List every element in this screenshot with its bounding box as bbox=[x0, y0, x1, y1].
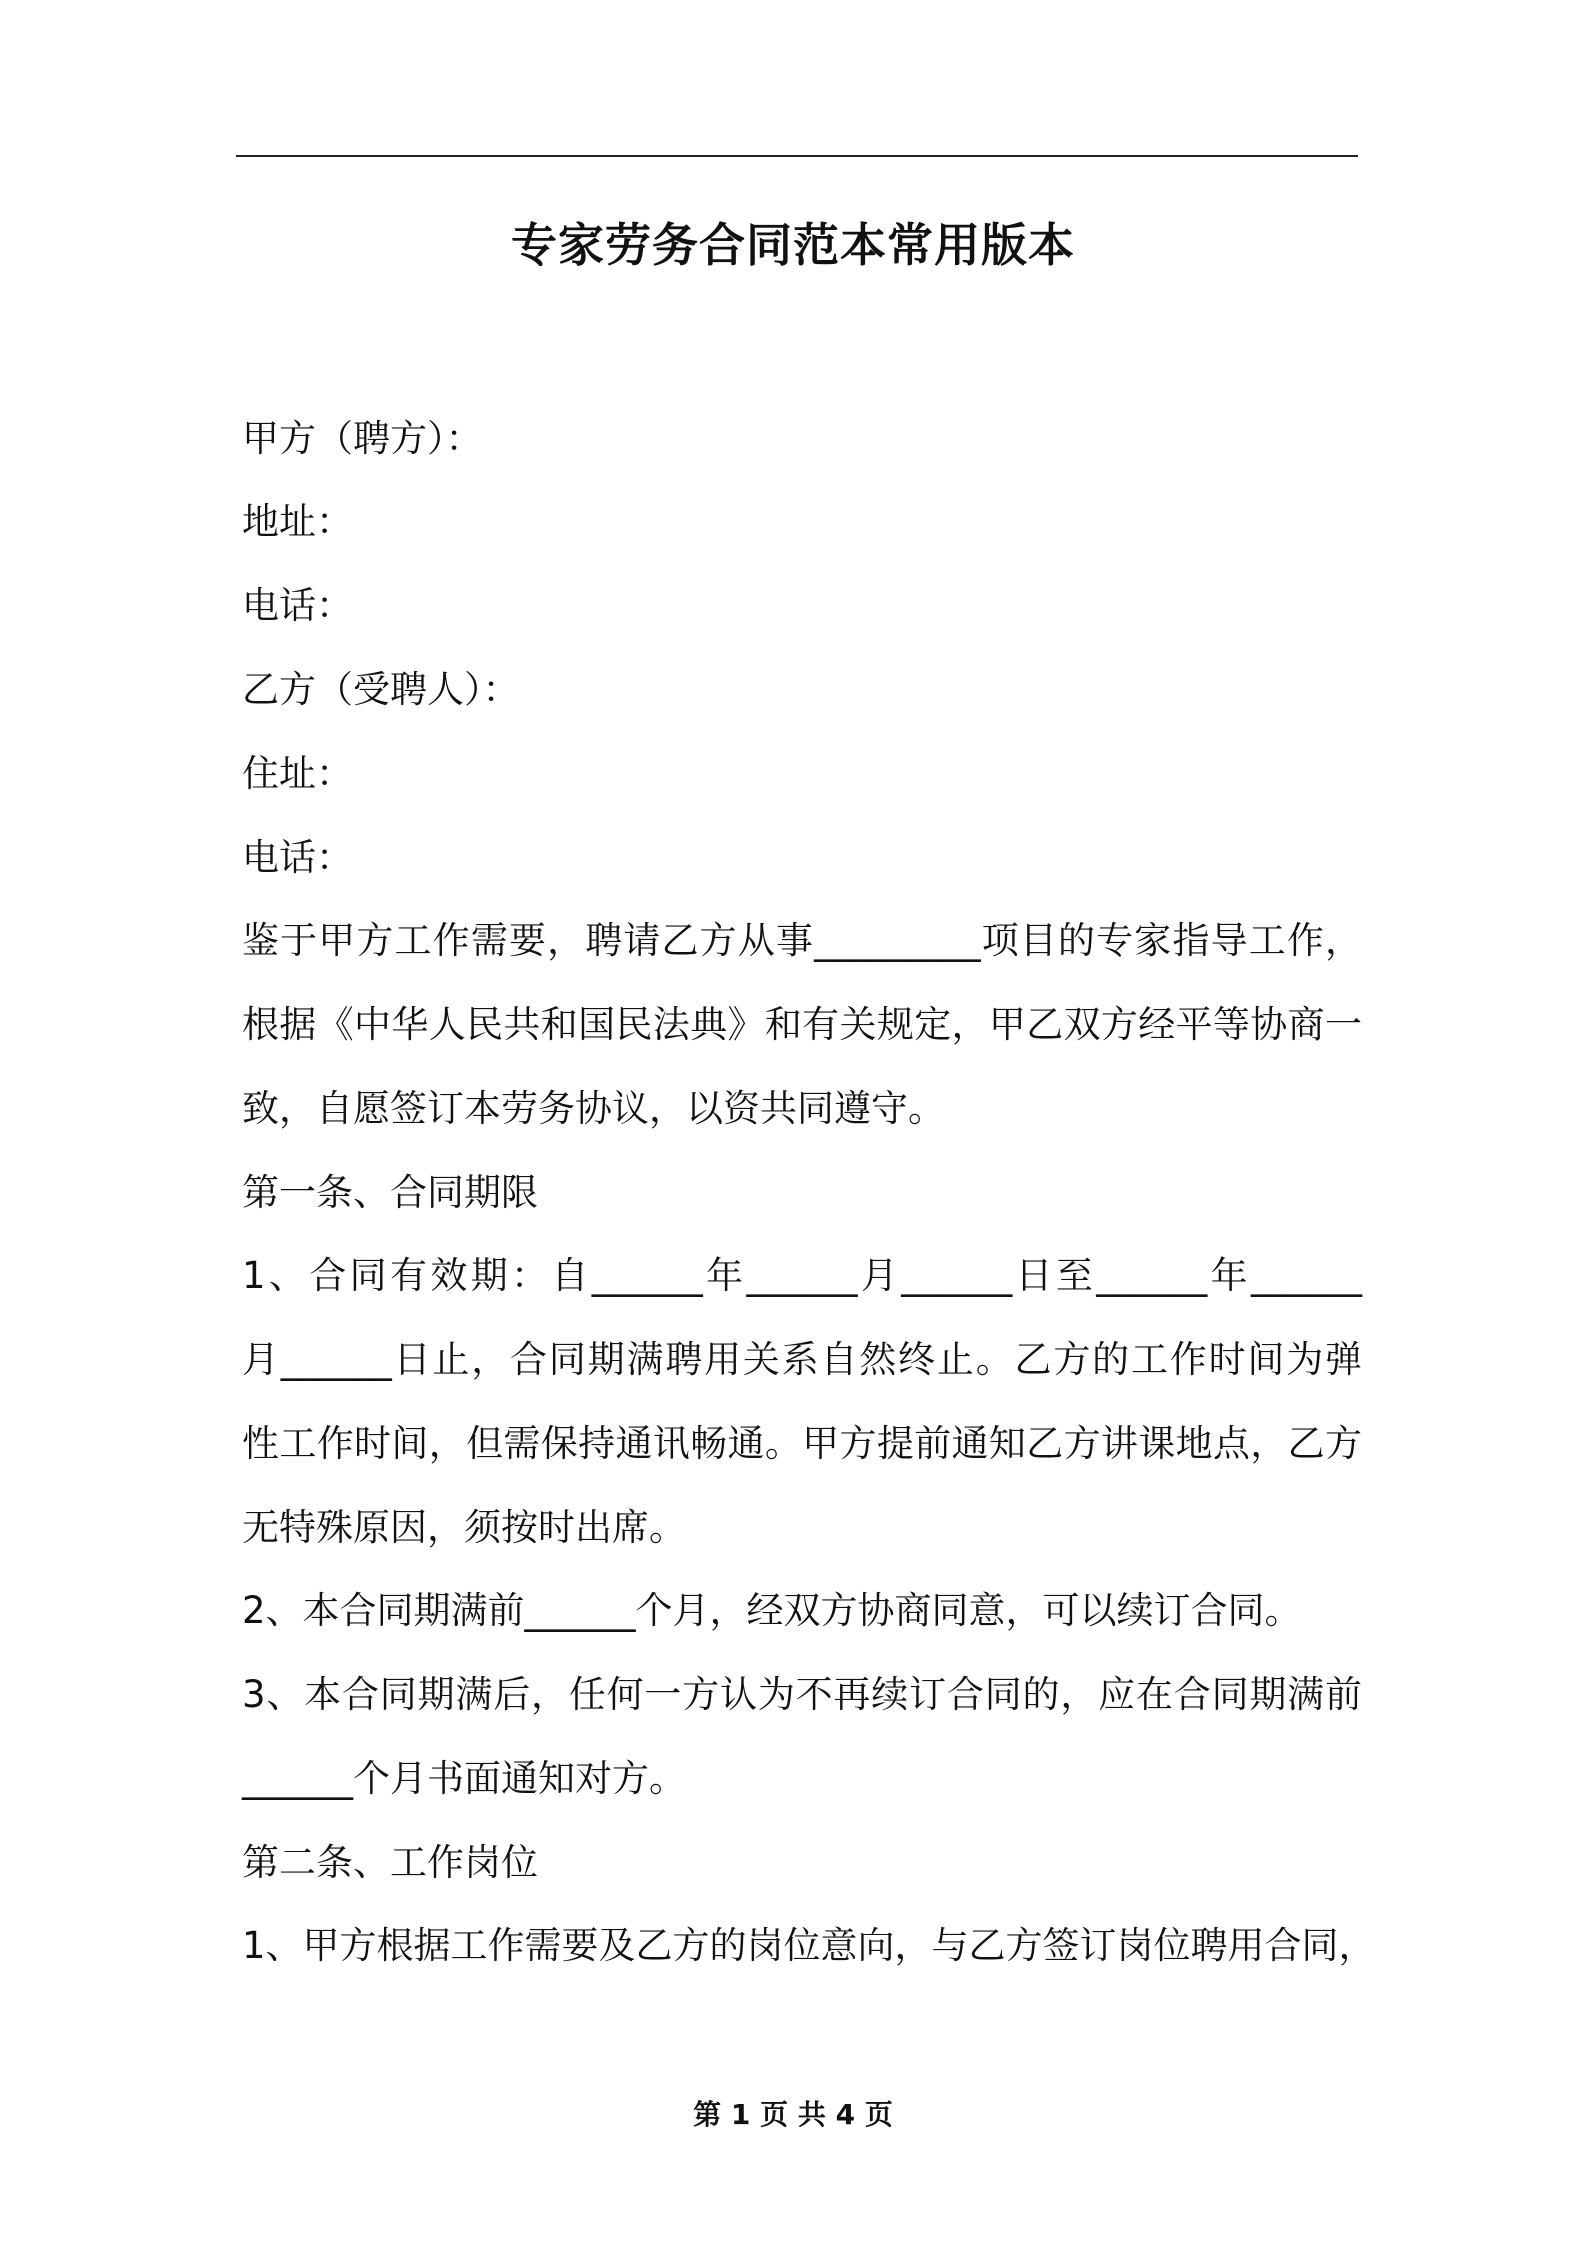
party-a-phone-label: 电话： bbox=[242, 584, 353, 627]
clause-line: 性工作时间，但需保持通讯畅通。甲方提前通知乙方讲课地点，乙方 bbox=[242, 1422, 1362, 1465]
document-title: 专家劳务合同范本常用版本 bbox=[511, 218, 1075, 272]
article-heading: 第一条、合同期限 bbox=[242, 1171, 538, 1214]
clause-line: 无特殊原因，须按时出席。 bbox=[242, 1506, 686, 1549]
party-b-label: 乙方（受聘人）： bbox=[242, 668, 520, 711]
clause-line: 3、本合同期满后，任何一方认为不再续订合同的，应在合同期满前 bbox=[242, 1673, 1362, 1716]
clause-line: ______个月书面通知对方。 bbox=[242, 1757, 686, 1800]
party-a-address-label: 地址： bbox=[242, 500, 353, 543]
preamble-line: 致，自愿签订本劳务协议，以资共同遵守。 bbox=[242, 1087, 945, 1130]
clause-line: 月______日止，合同期满聘用关系自然终止。乙方的工作时间为弹 bbox=[242, 1338, 1362, 1381]
article-heading: 第二条、工作岗位 bbox=[242, 1841, 538, 1884]
preamble-line: 根据《中华人民共和国民法典》和有关规定，甲乙双方经平等协商一 bbox=[242, 1003, 1362, 1046]
clause-line: 1、合同有效期：自______年______月______日至______年______ bbox=[242, 1254, 1362, 1297]
clause-line: 1、甲方根据工作需要及乙方的岗位意向，与乙方签订岗位聘用合同， bbox=[242, 1924, 1376, 1967]
party-b-address-label: 住址： bbox=[242, 752, 353, 795]
party-a-label: 甲方（聘方）： bbox=[242, 417, 483, 460]
header-rule bbox=[236, 155, 1358, 157]
clause-line: 2、本合同期满前______个月，经双方协商同意，可以续订合同。 bbox=[242, 1589, 1302, 1632]
preamble-line: 鉴于甲方工作需要，聘请乙方从事_________项目的专家指导工作， bbox=[242, 919, 1362, 962]
party-b-phone-label: 电话： bbox=[242, 836, 353, 879]
page-number: 第 1 页 共 4 页 bbox=[693, 2098, 893, 2131]
